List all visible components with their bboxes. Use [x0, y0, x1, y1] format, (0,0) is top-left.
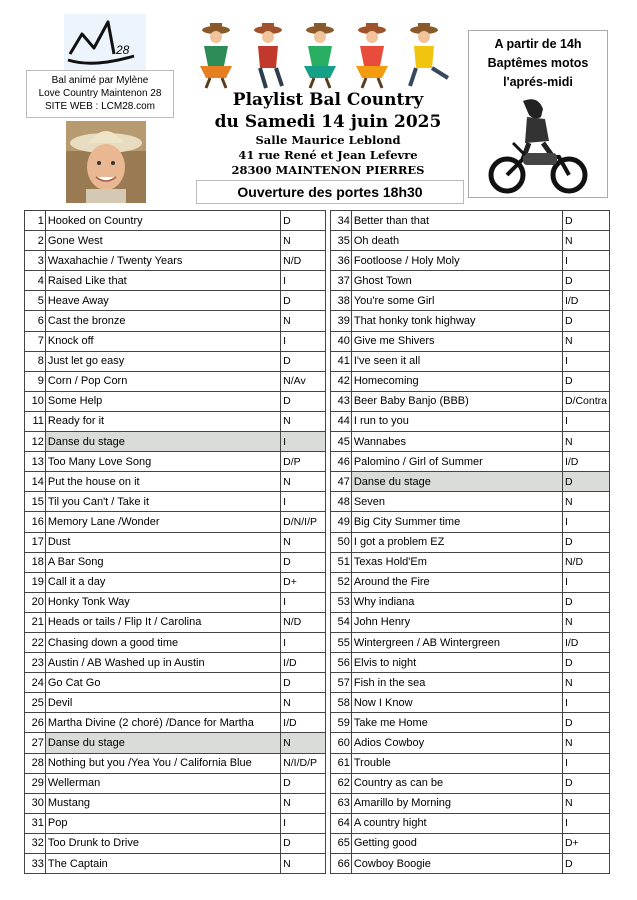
dance-level: I — [281, 632, 326, 652]
song-title: Now I Know — [351, 693, 562, 713]
dance-level: D — [281, 552, 326, 572]
table-row — [331, 854, 610, 874]
dance-level: D — [562, 472, 609, 492]
song-title: Getting good — [351, 833, 562, 853]
dance-level: D — [562, 592, 609, 612]
song-number: 58 — [331, 693, 352, 713]
table-row — [25, 552, 326, 572]
dance-level: I — [562, 251, 609, 271]
song-title: Around the Fire — [351, 572, 562, 592]
song-number: 29 — [25, 773, 46, 793]
dance-level: D — [281, 291, 326, 311]
song-number: 43 — [331, 391, 352, 411]
dance-level: N — [562, 231, 609, 251]
song-number: 15 — [25, 492, 46, 512]
song-number: 66 — [331, 854, 352, 874]
song-number: 45 — [331, 432, 352, 452]
song-title: Hooked on Country — [45, 211, 280, 231]
table-row — [331, 271, 610, 291]
dance-level: N — [562, 331, 609, 351]
song-number: 30 — [25, 793, 46, 813]
song-number: 12 — [25, 432, 46, 452]
venue-city: 28300 MAINTENON PIERRES — [231, 163, 425, 177]
dance-level: N — [281, 231, 326, 251]
song-title: Seven — [351, 492, 562, 512]
song-title: Big City Summer time — [351, 512, 562, 532]
table-row — [331, 592, 610, 612]
table-row — [25, 773, 326, 793]
song-number: 20 — [25, 592, 46, 612]
dance-level: I/D — [562, 291, 609, 311]
song-number: 52 — [331, 572, 352, 592]
song-title: Better than that — [351, 211, 562, 231]
song-title: The Captain — [45, 854, 280, 874]
table-row — [25, 512, 326, 532]
club-logo — [64, 14, 146, 70]
song-number: 9 — [25, 371, 46, 391]
dance-level: I — [562, 411, 609, 431]
song-title: Too Drunk to Drive — [45, 833, 280, 853]
dance-level: I — [562, 351, 609, 371]
dance-level: N — [281, 532, 326, 552]
table-row — [25, 854, 326, 874]
table-row — [331, 793, 610, 813]
song-number: 49 — [331, 512, 352, 532]
table-row — [331, 532, 610, 552]
dance-level: D/N/I/P — [281, 512, 326, 532]
song-title: Too Many Love Song — [45, 452, 280, 472]
song-number: 2 — [25, 231, 46, 251]
dance-level: N — [281, 733, 326, 753]
table-row — [25, 492, 326, 512]
playlist-title: Playlist Bal Country — [232, 90, 424, 110]
table-row — [25, 693, 326, 713]
song-title: Heads or tails / Flip It / Carolina — [45, 612, 280, 632]
song-number: 50 — [331, 532, 352, 552]
song-title: Waxahachie / Twenty Years — [45, 251, 280, 271]
song-title: Wannabes — [351, 432, 562, 452]
dance-level: N/D — [562, 552, 609, 572]
table-row — [25, 833, 326, 853]
dance-level: I/D — [281, 713, 326, 733]
table-row — [331, 673, 610, 693]
song-title: Palomino / Girl of Summer — [351, 452, 562, 472]
song-number: 59 — [331, 713, 352, 733]
song-number: 40 — [331, 331, 352, 351]
song-number: 42 — [331, 371, 352, 391]
dance-level: N — [281, 411, 326, 431]
table-row — [331, 572, 610, 592]
event-title-block — [190, 90, 466, 178]
song-title: Amarillo by Morning — [351, 793, 562, 813]
song-title: Footloose / Holy Moly — [351, 251, 562, 271]
dance-level: N — [281, 311, 326, 331]
song-number: 54 — [331, 612, 352, 632]
table-row — [331, 371, 610, 391]
song-title: Beer Baby Banjo (BBB) — [351, 391, 562, 411]
song-title: I've seen it all — [351, 351, 562, 371]
song-title: Oh death — [351, 231, 562, 251]
song-title: Cast the bronze — [45, 311, 280, 331]
playlist-table-right — [330, 210, 610, 874]
dance-level: N — [562, 492, 609, 512]
dance-level: D — [562, 653, 609, 673]
dance-level: I — [281, 331, 326, 351]
dance-level: D — [562, 311, 609, 331]
dance-level: I — [562, 693, 609, 713]
dance-level: D — [562, 532, 609, 552]
song-title: Ready for it — [45, 411, 280, 431]
table-row — [25, 753, 326, 773]
song-title: Give me Shivers — [351, 331, 562, 351]
song-title: Chasing down a good time — [45, 632, 280, 652]
song-title: Til you Can't / Take it — [45, 492, 280, 512]
table-row — [331, 632, 610, 652]
song-number: 24 — [25, 673, 46, 693]
dance-level: I — [281, 432, 326, 452]
song-title: John Henry — [351, 612, 562, 632]
dance-level: N/D — [281, 612, 326, 632]
song-number: 62 — [331, 773, 352, 793]
song-number: 35 — [331, 231, 352, 251]
table-row — [331, 211, 610, 231]
table-row — [25, 391, 326, 411]
song-title: Call it a day — [45, 572, 280, 592]
song-number: 34 — [331, 211, 352, 231]
table-row — [331, 753, 610, 773]
dance-level: D — [281, 673, 326, 693]
table-row — [331, 472, 610, 492]
moto-rides: Baptêmes motos — [487, 56, 589, 70]
table-row — [25, 271, 326, 291]
song-title: Heave Away — [45, 291, 280, 311]
dance-level: I — [281, 492, 326, 512]
table-row — [25, 251, 326, 271]
song-number: 56 — [331, 653, 352, 673]
song-title: Put the house on it — [45, 472, 280, 492]
song-title: Gone West — [45, 231, 280, 251]
song-title: Elvis to night — [351, 653, 562, 673]
table-row — [331, 552, 610, 572]
song-number: 32 — [25, 833, 46, 853]
song-title: Pop — [45, 813, 280, 833]
song-title: Go Cat Go — [45, 673, 280, 693]
table-row — [25, 673, 326, 693]
dance-level: D — [562, 211, 609, 231]
table-row — [331, 251, 610, 271]
dance-level: N — [281, 472, 326, 492]
table-row — [25, 452, 326, 472]
dance-level: I — [562, 753, 609, 773]
table-row — [25, 211, 326, 231]
song-title: Adios Cowboy — [351, 733, 562, 753]
song-number: 16 — [25, 512, 46, 532]
table-row — [25, 291, 326, 311]
table-row — [25, 813, 326, 833]
song-number: 57 — [331, 673, 352, 693]
song-title: Just let go easy — [45, 351, 280, 371]
dance-level: N — [281, 854, 326, 874]
table-row — [331, 231, 610, 251]
table-row — [25, 411, 326, 431]
song-number: 37 — [331, 271, 352, 291]
playlist-table-left — [24, 210, 326, 874]
dance-level: D+ — [562, 833, 609, 853]
dance-level: D — [562, 713, 609, 733]
song-title: Honky Tonk Way — [45, 592, 280, 612]
logo-m-icon — [64, 14, 146, 70]
song-number: 38 — [331, 291, 352, 311]
song-number: 22 — [25, 632, 46, 652]
table-row — [25, 432, 326, 452]
song-number: 25 — [25, 693, 46, 713]
song-number: 65 — [331, 833, 352, 853]
table-row — [331, 733, 610, 753]
song-title: You're some Girl — [351, 291, 562, 311]
song-title: Martha Divine (2 choré) /Dance for Martha — [45, 713, 280, 733]
dance-level: D — [281, 833, 326, 853]
song-number: 11 — [25, 411, 46, 431]
motorcycle-icon — [483, 95, 593, 195]
dance-level: I — [562, 512, 609, 532]
dance-level: D — [281, 391, 326, 411]
dance-level: D+ — [281, 572, 326, 592]
table-row — [25, 231, 326, 251]
song-number: 23 — [25, 653, 46, 673]
song-number: 14 — [25, 472, 46, 492]
table-row — [331, 432, 610, 452]
song-number: 21 — [25, 612, 46, 632]
song-number: 7 — [25, 331, 46, 351]
song-number: 39 — [331, 311, 352, 331]
song-number: 36 — [331, 251, 352, 271]
dance-level: D/Contra — [562, 391, 609, 411]
song-number: 64 — [331, 813, 352, 833]
song-number: 53 — [331, 592, 352, 612]
song-number: 28 — [25, 753, 46, 773]
table-row — [331, 351, 610, 371]
song-number: 19 — [25, 572, 46, 592]
song-title: Danse du stage — [45, 432, 280, 452]
song-title: Danse du stage — [45, 733, 280, 753]
dance-level: I/D — [281, 653, 326, 673]
song-number: 41 — [331, 351, 352, 371]
dance-level: D — [562, 271, 609, 291]
dance-level: I/D — [562, 632, 609, 652]
table-row — [331, 331, 610, 351]
table-row — [331, 713, 610, 733]
table-row — [331, 411, 610, 431]
moto-afternoon: l'aprés-midi — [503, 75, 573, 89]
table-row — [25, 472, 326, 492]
table-row — [25, 612, 326, 632]
song-title: I got a problem EZ — [351, 532, 562, 552]
moto-time: A partir de 14h — [494, 37, 582, 51]
song-number: 44 — [331, 411, 352, 431]
song-title: Corn / Pop Corn — [45, 371, 280, 391]
table-row — [25, 713, 326, 733]
song-number: 26 — [25, 713, 46, 733]
song-number: 1 — [25, 211, 46, 231]
song-title: Homecoming — [351, 371, 562, 391]
table-row — [25, 371, 326, 391]
song-title: Knock off — [45, 331, 280, 351]
song-title: Fish in the sea — [351, 673, 562, 693]
table-row — [331, 653, 610, 673]
dance-level: N — [562, 673, 609, 693]
table-row — [25, 331, 326, 351]
song-title: Dust — [45, 532, 280, 552]
song-number: 6 — [25, 311, 46, 331]
dance-level: N/I/D/P — [281, 753, 326, 773]
table-row — [331, 391, 610, 411]
table-row — [331, 452, 610, 472]
animator-line: Bal animé par Mylène — [51, 75, 149, 86]
dance-level: I — [281, 271, 326, 291]
table-row — [25, 351, 326, 371]
dance-level: I — [281, 813, 326, 833]
table-row — [25, 793, 326, 813]
svg-text:28: 28 — [116, 43, 130, 57]
song-number: 55 — [331, 632, 352, 652]
table-row — [25, 592, 326, 612]
song-number: 17 — [25, 532, 46, 552]
dance-level: N — [281, 793, 326, 813]
table-row — [331, 693, 610, 713]
song-title: Cowboy Boogie — [351, 854, 562, 874]
song-number: 33 — [25, 854, 46, 874]
song-title: Raised Like that — [45, 271, 280, 291]
song-title: Devil — [45, 693, 280, 713]
song-number: 10 — [25, 391, 46, 411]
dance-level: D — [562, 854, 609, 874]
dance-level: N/D — [281, 251, 326, 271]
website: SITE WEB : LCM28.com — [44, 101, 156, 112]
song-number: 46 — [331, 452, 352, 472]
song-title: A Bar Song — [45, 552, 280, 572]
table-row — [25, 311, 326, 331]
song-title: Texas Hold'Em — [351, 552, 562, 572]
song-title: Some Help — [45, 391, 280, 411]
dance-level: D — [281, 773, 326, 793]
dance-level: N — [281, 693, 326, 713]
table-row — [331, 311, 610, 331]
dance-level: I — [562, 813, 609, 833]
song-title: Austin / AB Washed up in Austin — [45, 653, 280, 673]
dance-level: N — [562, 612, 609, 632]
song-number: 18 — [25, 552, 46, 572]
table-row — [25, 653, 326, 673]
dance-level: D — [562, 773, 609, 793]
table-row — [331, 773, 610, 793]
song-number: 47 — [331, 472, 352, 492]
event-date: du Samedi 14 juin 2025 — [214, 112, 442, 132]
table-row — [331, 492, 610, 512]
song-title: Why indiana — [351, 592, 562, 612]
song-title: Mustang — [45, 793, 280, 813]
table-row — [25, 632, 326, 652]
table-row — [331, 291, 610, 311]
song-title: Danse du stage — [351, 472, 562, 492]
dance-level: I — [281, 592, 326, 612]
table-row — [25, 733, 326, 753]
song-title: A country hight — [351, 813, 562, 833]
song-number: 8 — [25, 351, 46, 371]
song-title: Country as can be — [351, 773, 562, 793]
dance-level: D/P — [281, 452, 326, 472]
animator-photo — [66, 121, 146, 203]
animator-info — [26, 70, 174, 118]
song-title: That honky tonk highway — [351, 311, 562, 331]
song-number: 63 — [331, 793, 352, 813]
song-number: 4 — [25, 271, 46, 291]
song-number: 31 — [25, 813, 46, 833]
dance-level: N — [562, 733, 609, 753]
dance-level: D — [562, 371, 609, 391]
dancers-illustration — [194, 20, 456, 90]
moto-rides-box — [468, 30, 608, 198]
song-title: I run to you — [351, 411, 562, 431]
doors-opening: Ouverture des portes 18h30 — [196, 180, 464, 204]
dance-level: D — [281, 351, 326, 371]
table-row — [331, 612, 610, 632]
song-title: Nothing but you /Yea You / California Blue — [45, 753, 280, 773]
table-row — [25, 572, 326, 592]
dance-level: N — [562, 793, 609, 813]
table-row — [331, 512, 610, 532]
venue-name: Salle Maurice Leblond — [255, 133, 401, 147]
table-row — [25, 532, 326, 552]
table-row — [331, 813, 610, 833]
song-title: Take me Home — [351, 713, 562, 733]
song-number: 61 — [331, 753, 352, 773]
song-title: Trouble — [351, 753, 562, 773]
song-number: 3 — [25, 251, 46, 271]
song-title: Wintergreen / AB Wintergreen — [351, 632, 562, 652]
song-number: 60 — [331, 733, 352, 753]
song-number: 13 — [25, 452, 46, 472]
song-number: 27 — [25, 733, 46, 753]
dance-level: I/D — [562, 452, 609, 472]
song-number: 5 — [25, 291, 46, 311]
table-row — [331, 833, 610, 853]
song-title: Ghost Town — [351, 271, 562, 291]
dance-level: I — [562, 572, 609, 592]
dance-level: N — [562, 432, 609, 452]
venue-street: 41 rue René et Jean Lefevre — [238, 148, 418, 162]
song-title: Memory Lane /Wonder — [45, 512, 280, 532]
dance-level: D — [281, 211, 326, 231]
club-name: Love Country Maintenon 28 — [38, 88, 162, 99]
song-number: 51 — [331, 552, 352, 572]
song-title: Wellerman — [45, 773, 280, 793]
dance-level: N/Av — [281, 371, 326, 391]
song-number: 48 — [331, 492, 352, 512]
